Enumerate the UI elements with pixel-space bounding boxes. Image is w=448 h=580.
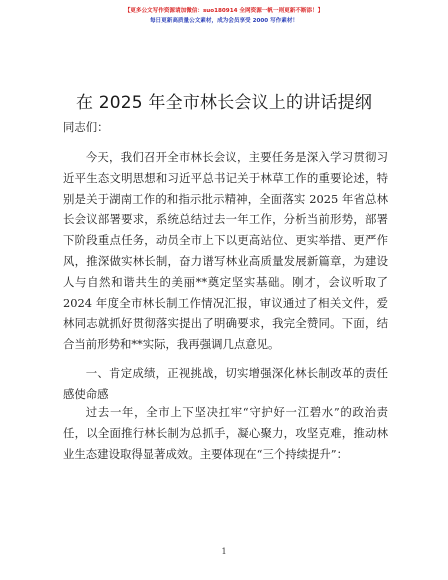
banner-line-1: 【更多公文写作资源请加微信：suo180914 全网资源一帆一则更新不断添！】 xyxy=(124,8,324,14)
paragraph-summary: 过去一年，全市上下坚决扛牢“守护好一江碧水”的政治责任，以全面推行林长制为总抓手，凝心聚力，攻坚克难，推动林业生态建设取得显著成效。主要体现在“三个持续提升”： xyxy=(63,405,388,461)
document-title: 在 2025 年全市林长会议上的讲话提纲 xyxy=(75,93,373,113)
banner-line-2: 每日更新高质量公文素材，成为会员享受 2000 写作素材！ xyxy=(149,18,299,24)
paragraph-intro: 今天，我们召开全市林长会议，主要任务是深入学习贯彻习近平生态文明思想和习近平总书记关于林草工作的重要论述，特别是关于湖南工作的和指示批示精神，全面落实 2025 年省总林长会议部署要求，系统总结过去一年工作，分析当前形势，部署下阶段重点任务，动员全市上下以更高站位、更实举措、更严作风，推深做实林长制，奋力谱写林业高质量发展新篇章，为建设人与自然和谐共生的美丽**奠定坚实基础。刚才，会议听取了 2024 年度全市林长制工作情况汇报，审议通过了相关文件，爱林同志就抓好贯彻落实提出了明确要求，我完全赞同。下面，结合当前形势和**实际，我再强调几点意见。 xyxy=(63,150,388,352)
section-heading: 一、肯定成绩，正视挑战，切实增强深化林长制改革的责任感使命感 xyxy=(63,366,388,401)
header-banner xyxy=(0,6,448,26)
page-number: 1 xyxy=(221,547,227,556)
greeting: 同志们： xyxy=(63,120,109,134)
